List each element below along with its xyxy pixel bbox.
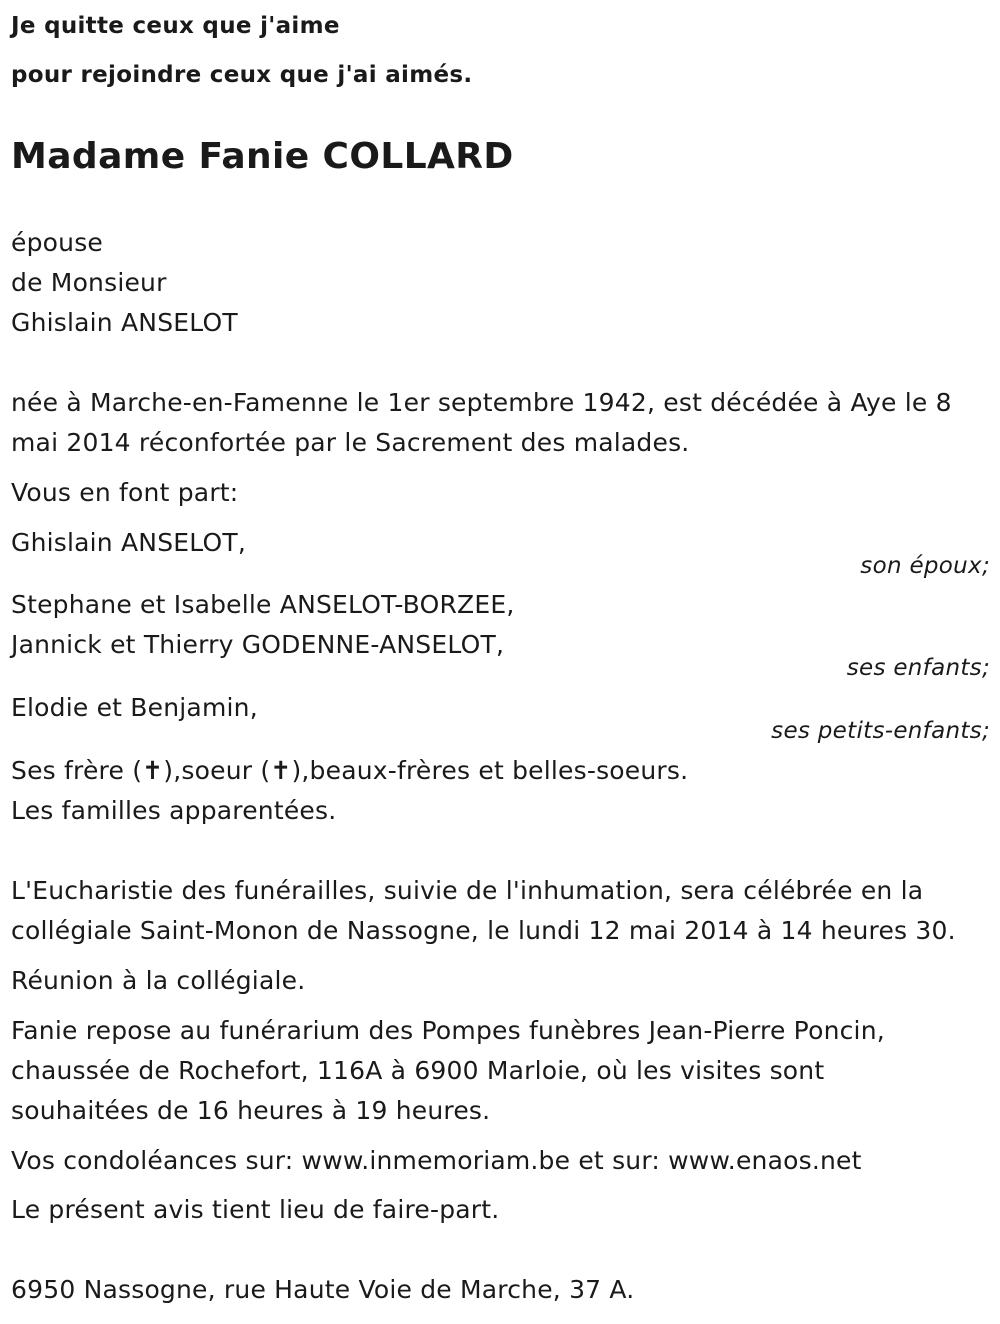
funeral-line-1: L'Eucharistie des funérailles, suivie de l'inhumation, sera célébrée en la [11,876,924,905]
family-children-role: ses enfants; [846,655,990,681]
condolences-text: Vos condoléances sur: www.inmemoriam.be et sur: www.enaos.net [11,1146,862,1175]
family-child-1: Stephane et Isabelle ANSELOT-BORZEE, [11,590,515,619]
family-spouse-role: son époux; [860,553,990,579]
family-spouse-name: Ghislain ANSELOT, [11,528,246,557]
rest-line-1: Fanie repose au funérarium des Pompes funèbres Jean-Pierre Poncin, [11,1016,885,1045]
address-text: 6950 Nassogne, rue Haute Voie de Marche, 37 A. [11,1275,635,1304]
family-grandchildren: Elodie et Benjamin, [11,693,258,722]
birth-death-line-1: née à Marche-en-Famenne le 1er septembre 1942, est décédée à Aye le 8 [11,388,952,417]
spouse-line-2: de Monsieur [11,268,167,297]
notice-text: Le présent avis tient lieu de faire-part. [11,1195,500,1224]
birth-death-line-2: mai 2014 réconfortée par le Sacrement des malades. [11,428,690,457]
family-siblings: Ses frère (✝),soeur (✝),beaux-frères et belles-soeurs. [11,756,689,785]
family-relatives: Les familles apparentées. [11,796,337,825]
quote-line-2: pour rejoindre ceux que j'ai aimés. [11,62,473,88]
family-grandchildren-role: ses petits-enfants; [771,718,990,744]
funeral-line-2: collégiale Saint-Monon de Nassogne, le lundi 12 mai 2014 à 14 heures 30. [11,916,956,945]
family-child-2: Jannick et Thierry GODENNE-ANSELOT, [11,630,505,659]
announce-text: Vous en font part: [11,478,239,507]
rest-line-2: chaussée de Rochefort, 116A à 6900 Marloie, où les visites sont [11,1056,825,1085]
spouse-line-1: épouse [11,228,103,257]
quote-line-1: Je quitte ceux que j'aime [11,13,340,39]
deceased-name: Madame Fanie COLLARD [11,136,514,177]
meeting-text: Réunion à la collégiale. [11,966,306,995]
spouse-line-3: Ghislain ANSELOT [11,308,238,337]
rest-line-3: souhaitées de 16 heures à 19 heures. [11,1096,491,1125]
